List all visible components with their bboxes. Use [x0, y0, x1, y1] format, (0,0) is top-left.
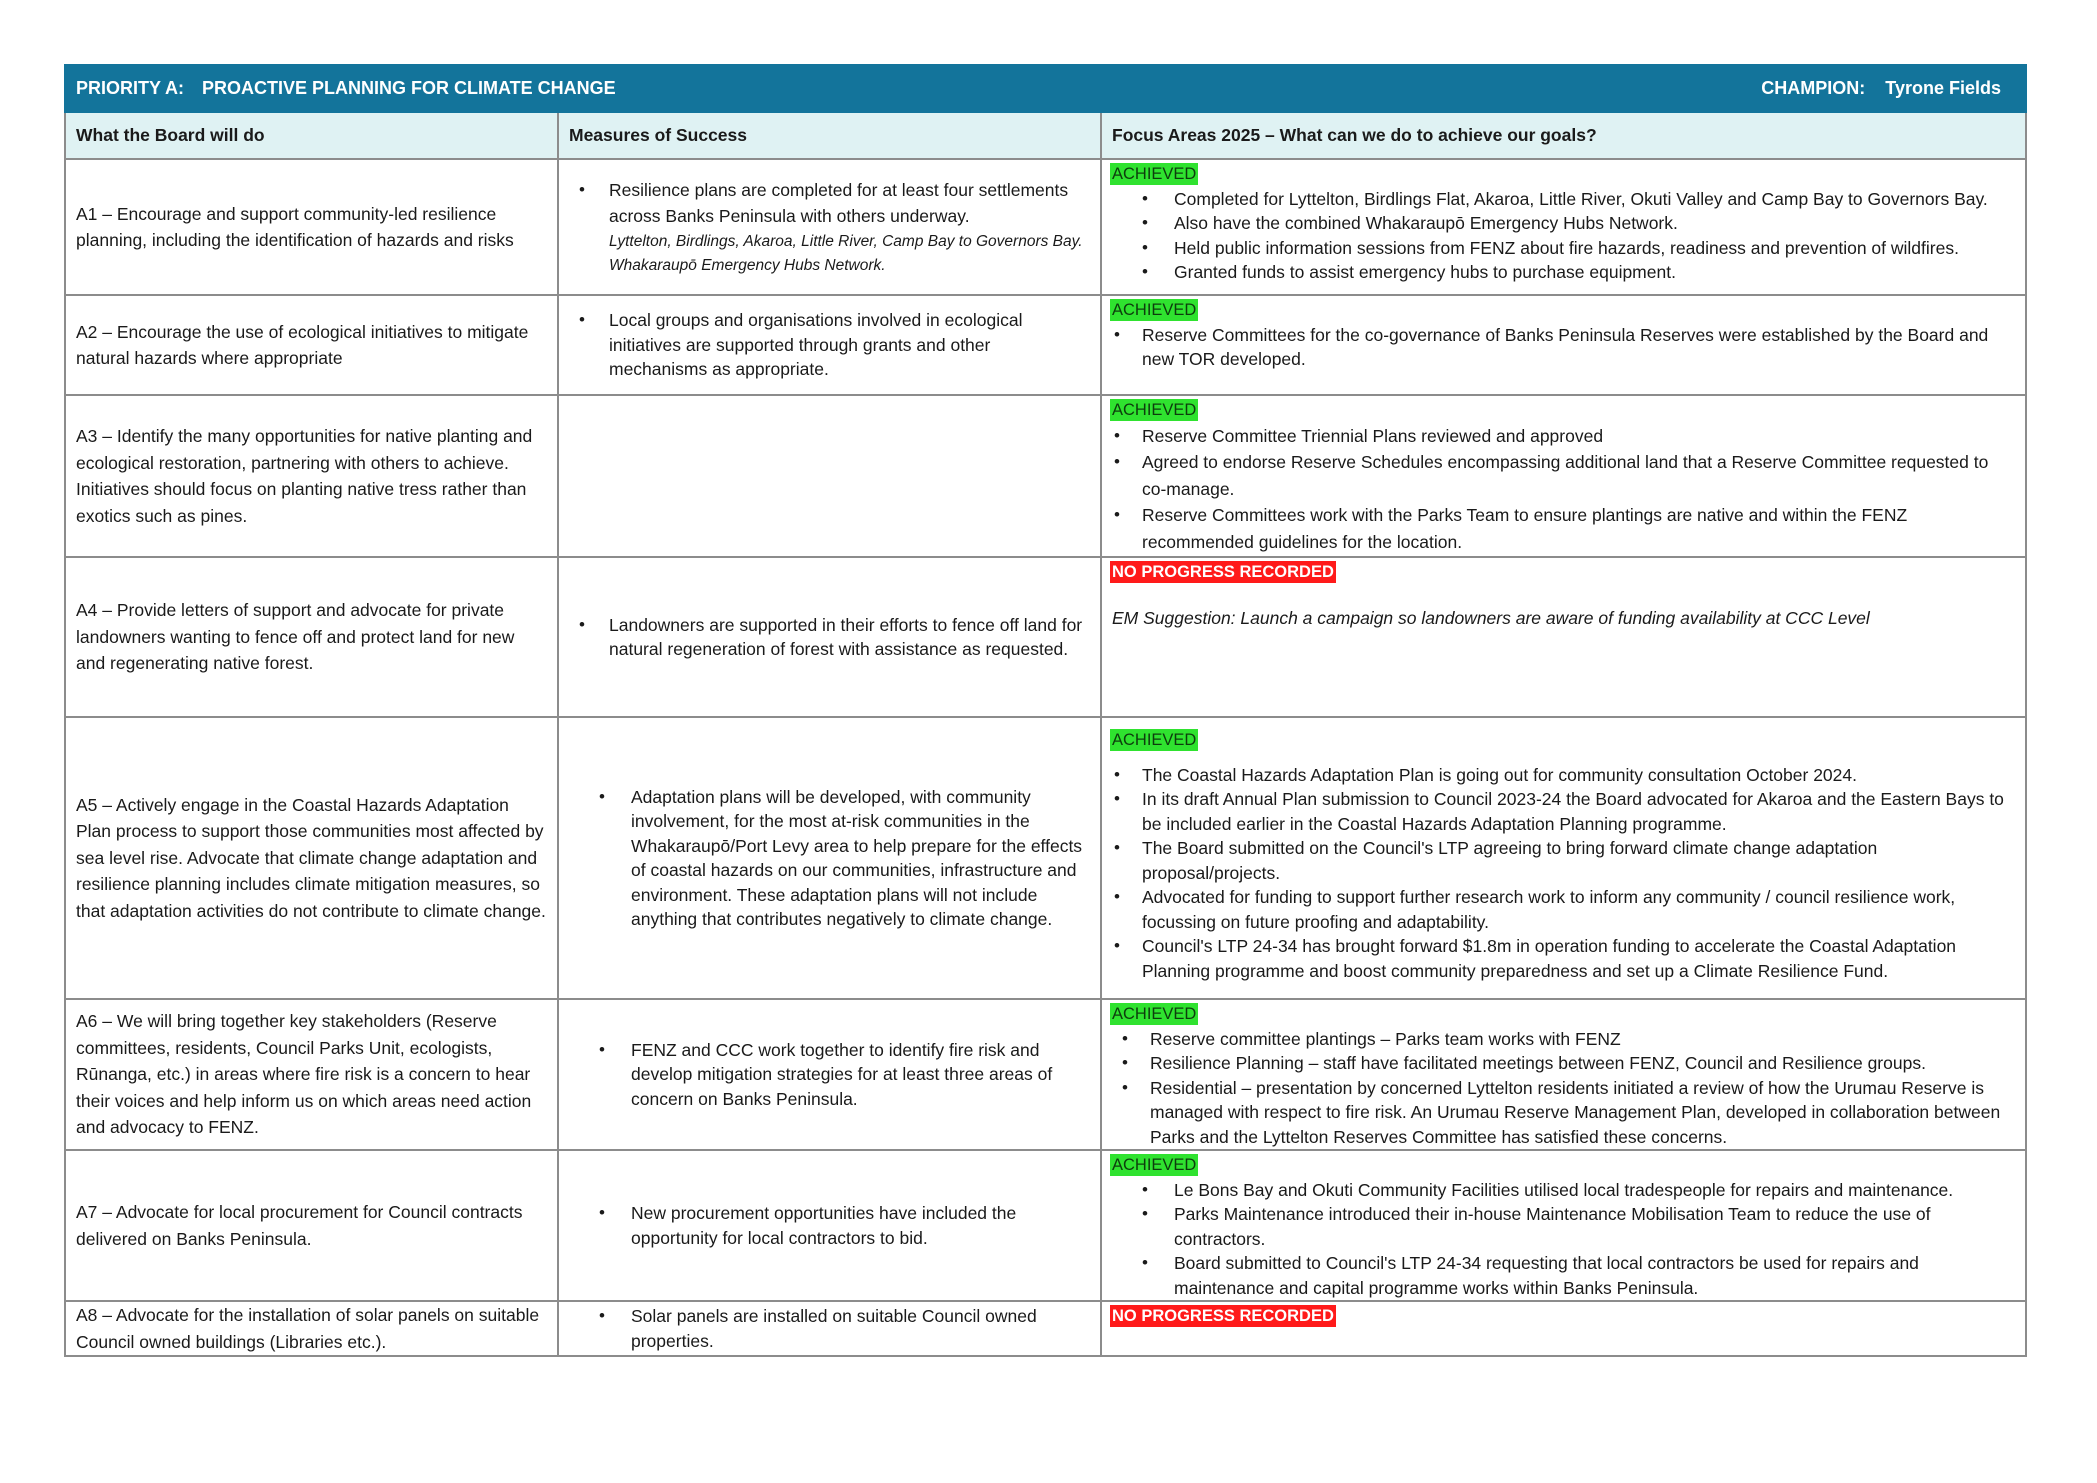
measure-note: Lyttelton, Birdlings, Akaroa, Little River, Camp Bay to Governors Bay.	[609, 232, 1083, 250]
focus-item: • Resilience Planning – staff have facilitated meetings between FENZ, Council and Resilience groups.	[1150, 1051, 2015, 1076]
measures-cell	[558, 295, 1101, 395]
status-badge-achieved: ACHIEVED	[1112, 165, 1197, 183]
measures-cell	[558, 999, 1101, 1150]
focus-item: • Granted funds to assist emergency hubs to purchase equipment.	[1174, 260, 2015, 285]
focus-cell	[1101, 1150, 2026, 1301]
focus-item: • Advocated for funding to support further research work to inform any community / council resilience work, focussing on future proofing and adaptability.	[1142, 885, 2015, 934]
focus-item: • Reserve Committees work with the Parks Team to ensure plantings are native and within the FENZ recommended guidelines for the location.	[1142, 502, 2015, 555]
status-badge-achieved: ACHIEVED	[1112, 1156, 1197, 1174]
table-row-a1	[65, 159, 2026, 295]
measures-cell	[558, 557, 1101, 717]
table-row-a5	[65, 717, 2026, 999]
focus-item: • Council's LTP 24-34 has brought forward $1.8m in operation funding to accelerate the Coastal Adaptation Planning programme and boost community preparedness and set up a Climate Resilience Fund.	[1142, 934, 2015, 983]
board-cell: A1 – Encourage and support community-led resilience planning, including the identification of hazards and risks	[65, 159, 558, 295]
focus-item: • The Coastal Hazards Adaptation Plan is going out for community consultation October 2024.	[1142, 763, 2015, 788]
table-row-a6	[65, 999, 2026, 1150]
measures-cell	[558, 1150, 1101, 1301]
measure-item: • FENZ and CCC work together to identify fire risk and develop mitigation strategies for at least three areas of concern on Banks Peninsula.	[631, 1038, 1090, 1112]
focus-item: • Parks Maintenance introduced their in-house Maintenance Mobilisation Team to reduce the use of contractors.	[1174, 1202, 2015, 1251]
priority-label: PRIORITY A:	[76, 78, 185, 99]
focus-cell	[1101, 395, 2026, 557]
status-badge-no-progress: NO PROGRESS RECORDED	[1112, 563, 1334, 581]
priority-a-table	[64, 64, 2027, 1357]
table-row-a8	[65, 1301, 2026, 1356]
focus-item: • Held public information sessions from FENZ about fire hazards, readiness and prevention of wildfires.	[1174, 236, 2015, 261]
title-bar	[65, 65, 2026, 112]
board-cell: A5 – Actively engage in the Coastal Hazards Adaptation Plan process to support those communities most affected by sea level rise. Advocate that climate change adaptation and resilience planning includes climate mitigation measures, so that adaptation activities do not contribute to climate change.	[65, 717, 558, 999]
focus-item: • Reserve Committee Triennial Plans reviewed and approved	[1142, 423, 2015, 450]
measure-item: • Solar panels are installed on suitable Council owned properties.	[631, 1304, 1090, 1353]
champion-name: Tyrone Fields	[1885, 78, 2001, 99]
status-badge-no-progress: NO PROGRESS RECORDED	[1112, 1307, 1334, 1325]
focus-item: • In its draft Annual Plan submission to Council 2023-24 the Board advocated for Akaroa and the Eastern Bays to be included earlier in the Coastal Hazards Adaptation Planning programme.	[1142, 787, 2015, 836]
board-cell: A2 – Encourage the use of ecological initiatives to mitigate natural hazards where appropriate	[65, 295, 558, 395]
focus-item: • Completed for Lyttelton, Birdlings Flat, Akaroa, Little River, Okuti Valley and Camp Bay to Governors Bay.	[1174, 187, 2015, 212]
column-header-measures: Measures of Success	[558, 112, 1101, 159]
champion-heading	[1761, 75, 2015, 102]
status-badge-achieved: ACHIEVED	[1112, 401, 1197, 419]
column-header-focus: Focus Areas 2025 – What can we do to achieve our goals?	[1101, 112, 2026, 159]
board-cell: A3 – Identify the many opportunities for native planting and ecological restoration, partnering with others to achieve. Initiatives should focus on planting native tress rather than exotics such as pines.	[65, 395, 558, 557]
measures-cell	[558, 717, 1101, 999]
measure-item: • Local groups and organisations involved in ecological initiatives are supported through grants and other mechanisms as appropriate.	[609, 308, 1090, 382]
measures-cell	[558, 1301, 1101, 1356]
focus-cell	[1101, 295, 2026, 395]
priority-title: PROACTIVE PLANNING FOR CLIMATE CHANGE	[202, 78, 616, 99]
board-cell: A8 – Advocate for the installation of solar panels on suitable Council owned buildings (Libraries etc.).	[65, 1301, 558, 1356]
board-cell: A6 – We will bring together key stakeholders (Reserve committees, residents, Council Parks Unit, ecologists, Rūnanga, etc.) in areas where fire risk is a concern to hear their voices and help inform us on which areas need action and advocacy to FENZ.	[65, 999, 558, 1150]
focus-item: • Le Bons Bay and Okuti Community Facilities utilised local tradespeople for repairs and maintenance.	[1174, 1178, 2015, 1203]
focus-item: • Agreed to endorse Reserve Schedules encompassing additional land that a Reserve Committee requested to co-manage.	[1142, 449, 2015, 502]
table-row-a2	[65, 295, 2026, 395]
focus-cell	[1101, 999, 2026, 1150]
focus-cell	[1101, 159, 2026, 295]
board-cell: A7 – Advocate for local procurement for Council contracts delivered on Banks Peninsula.	[65, 1150, 558, 1301]
measures-cell	[558, 395, 1101, 557]
focus-item: • Reserve committee plantings – Parks team works with FENZ	[1150, 1027, 2015, 1052]
table-row-a3	[65, 395, 2026, 557]
focus-cell	[1101, 1301, 2026, 1356]
champion-label: CHAMPION:	[1761, 78, 1866, 99]
column-header-row	[65, 112, 2026, 159]
table-row-a4	[65, 557, 2026, 717]
status-badge-achieved: ACHIEVED	[1112, 301, 1197, 319]
measure-item: • Adaptation plans will be developed, with community involvement, for the most at-risk communities in the Whakaraupō/Port Levy area to help prepare for the effects of coastal hazards on our communities, infrastructure and environment. These adaptation plans will not include anything that contributes negatively to climate change.	[631, 785, 1090, 932]
focus-cell	[1101, 717, 2026, 999]
board-cell: A4 – Provide letters of support and advocate for private landowners wanting to fence off and protect land for new and regenerating native forest.	[65, 557, 558, 717]
priority-heading	[76, 75, 616, 102]
focus-item: • The Board submitted on the Council's LTP agreeing to bring forward climate change adaptation proposal/projects.	[1142, 836, 2015, 885]
column-header-board: What the Board will do	[65, 112, 558, 159]
focus-item: • Board submitted to Council's LTP 24-34 requesting that local contractors be used for repairs and maintenance and capital programme works within Banks Peninsula.	[1174, 1251, 2015, 1300]
measure-item: • Resilience plans are completed for at least four settlements across Banks Peninsula with others underway. Lyttelton, Birdlings, Akaroa, Little River, Camp Bay to Governors Bay. Whakaraupō Emergency Hubs Network.	[609, 177, 1090, 278]
measures-cell	[558, 159, 1101, 295]
focus-cell	[1101, 557, 2026, 717]
measure-item: • New procurement opportunities have included the opportunity for local contractors to bid.	[631, 1201, 1090, 1250]
focus-item: • Residential – presentation by concerned Lyttelton residents initiated a review of how the Urumau Reserve is managed with respect to fire risk. An Urumau Reserve Management Plan, developed in collaboration between Parks and the Lyttelton Reserves Committee has satisfied these concerns.	[1150, 1076, 2015, 1150]
table-row-a7	[65, 1150, 2026, 1301]
em-suggestion: EM Suggestion: Launch a campaign so landowners are aware of funding availability at CCC Level	[1112, 607, 1870, 628]
measure-item: • Landowners are supported in their efforts to fence off land for natural regeneration of forest with assistance as requested.	[609, 613, 1090, 662]
priority-table-container	[64, 64, 2025, 1357]
status-badge-achieved: ACHIEVED	[1112, 1005, 1197, 1023]
measure-note: Whakaraupō Emergency Hubs Network.	[609, 256, 886, 274]
focus-item: • Reserve Committees for the co-governance of Banks Peninsula Reserves were established by the Board and new TOR developed.	[1142, 323, 2015, 372]
title-cell	[65, 65, 2026, 112]
status-badge-achieved: ACHIEVED	[1112, 731, 1197, 749]
focus-item: • Also have the combined Whakaraupō Emergency Hubs Network.	[1174, 211, 2015, 236]
